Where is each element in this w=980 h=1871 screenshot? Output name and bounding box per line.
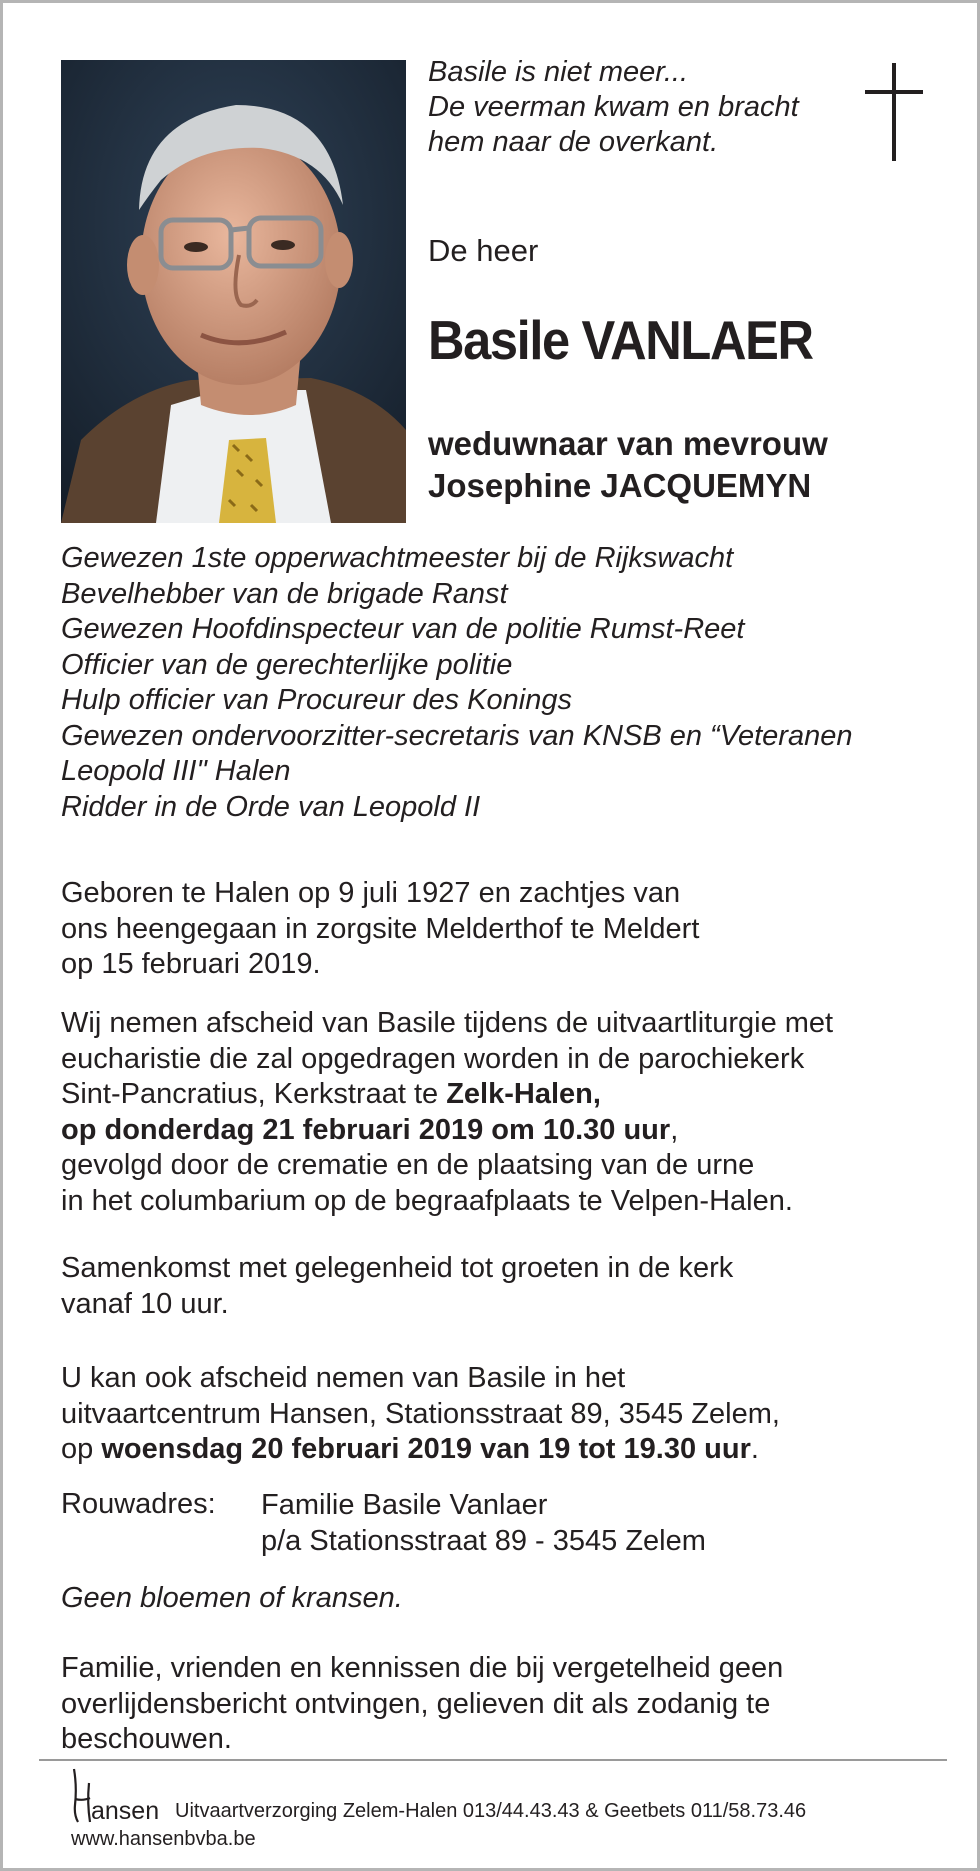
visit-line: uitvaartcentrum Hansen, Stationsstraat 89, 3545 Zelem, <box>61 1397 780 1430</box>
birth-line: ons heengegaan in zorgsite Melderthof te Meldert <box>61 912 700 945</box>
career-line: Leopold III" Halen <box>61 755 291 787</box>
footer-brand: ansen <box>91 1797 160 1825</box>
career-line: Ridder in de Orde van Leopold II <box>61 790 481 823</box>
spouse-info <box>428 423 828 507</box>
career-line: Bevelhebber van de brigade Ranst <box>61 577 508 610</box>
funeral-punctuation: , <box>670 1113 679 1146</box>
career-line: Gewezen 1ste opperwachtmeester bij de Rijkswacht <box>61 542 734 574</box>
spouse-line: Josephine JACQUEMYN <box>428 467 812 504</box>
address-label: Rouwadres: <box>61 1488 216 1520</box>
closing-paragraph <box>61 1651 783 1758</box>
funeral-location: Zelk-Halen, <box>446 1078 601 1110</box>
hansen-logo-icon <box>71 1767 93 1825</box>
career-list <box>61 541 852 825</box>
funeral-paragraph <box>61 1006 833 1219</box>
gathering-paragraph <box>61 1251 733 1322</box>
no-flowers-note: Geen bloemen of kransen. <box>61 1582 403 1614</box>
gathering-line: vanaf 10 uur. <box>61 1287 229 1320</box>
closing-line: Familie, vrienden en kennissen die bij vergetelheid geen <box>61 1652 784 1684</box>
funeral-line: eucharistie die zal opgedragen worden in de parochiekerk <box>61 1042 805 1075</box>
career-line: Hulp officier van Procureur des Konings <box>61 684 572 716</box>
birth-line: Geboren te Halen op 9 juli 1927 en zachtjes van <box>61 877 681 909</box>
verse-line: hem naar de overkant. <box>428 126 719 158</box>
visit-line <box>61 1432 780 1468</box>
portrait-photo <box>61 60 406 523</box>
visit-datetime: woensdag 20 februari 2019 van 19 tot 19.30 uur <box>101 1433 751 1465</box>
visit-prefix: op <box>61 1433 102 1465</box>
birth-paragraph <box>61 876 699 983</box>
career-line: Officier van de gerechterlijke politie <box>61 648 513 681</box>
cross-icon <box>865 63 923 163</box>
funeral-line <box>61 1077 833 1113</box>
address-block <box>261 1488 706 1559</box>
visit-line: U kan ook afscheid nemen van Basile in het <box>61 1362 626 1394</box>
deceased-name: Basile VANLAER <box>428 309 813 371</box>
funeral-line: Wij nemen afscheid van Basile tijdens de uitvaartliturgie met <box>61 1007 834 1039</box>
visit-paragraph <box>61 1361 780 1468</box>
birth-line: op 15 februari 2019. <box>61 948 321 980</box>
gathering-line: Samenkomst met gelegenheid tot groeten in de kerk <box>61 1252 734 1284</box>
funeral-line <box>61 1113 833 1149</box>
verse-line: De veerman kwam en bracht <box>428 91 799 123</box>
funeral-datetime: op donderdag 21 februari 2019 om 10.30 uur <box>61 1113 671 1146</box>
verse <box>428 55 799 160</box>
funeral-line: gevolgd door de crematie en de plaatsing van de urne <box>61 1149 755 1181</box>
spouse-line: weduwnaar van mevrouw <box>428 425 828 462</box>
footer-divider <box>39 1759 947 1761</box>
honorific: De heer <box>428 233 539 268</box>
closing-line: beschouwen. <box>61 1723 232 1755</box>
funeral-line: in het columbarium op de begraafplaats te Velpen-Halen. <box>61 1184 793 1217</box>
career-line: Gewezen Hoofdinspecteur van de politie Rumst-Reet <box>61 613 745 645</box>
footer-website[interactable]: www.hansenbvba.be <box>71 1828 256 1850</box>
footer-contact: Uitvaartverzorging Zelem-Halen 013/44.43.43 & Geetbets 011/58.73.46 <box>175 1800 807 1822</box>
address-line: Familie Basile Vanlaer <box>261 1489 548 1521</box>
church-text: Sint-Pancratius, Kerkstraat te <box>61 1078 447 1110</box>
verse-line: Basile is niet meer... <box>428 56 689 88</box>
address-line: p/a Stationsstraat 89 - 3545 Zelem <box>261 1524 706 1557</box>
career-line: Gewezen ondervoorzitter-secretaris van KNSB en “Veteranen <box>61 719 853 752</box>
closing-line: overlijdensbericht ontvingen, gelieven dit als zodanig te <box>61 1687 771 1720</box>
visit-punctuation: . <box>750 1433 759 1465</box>
